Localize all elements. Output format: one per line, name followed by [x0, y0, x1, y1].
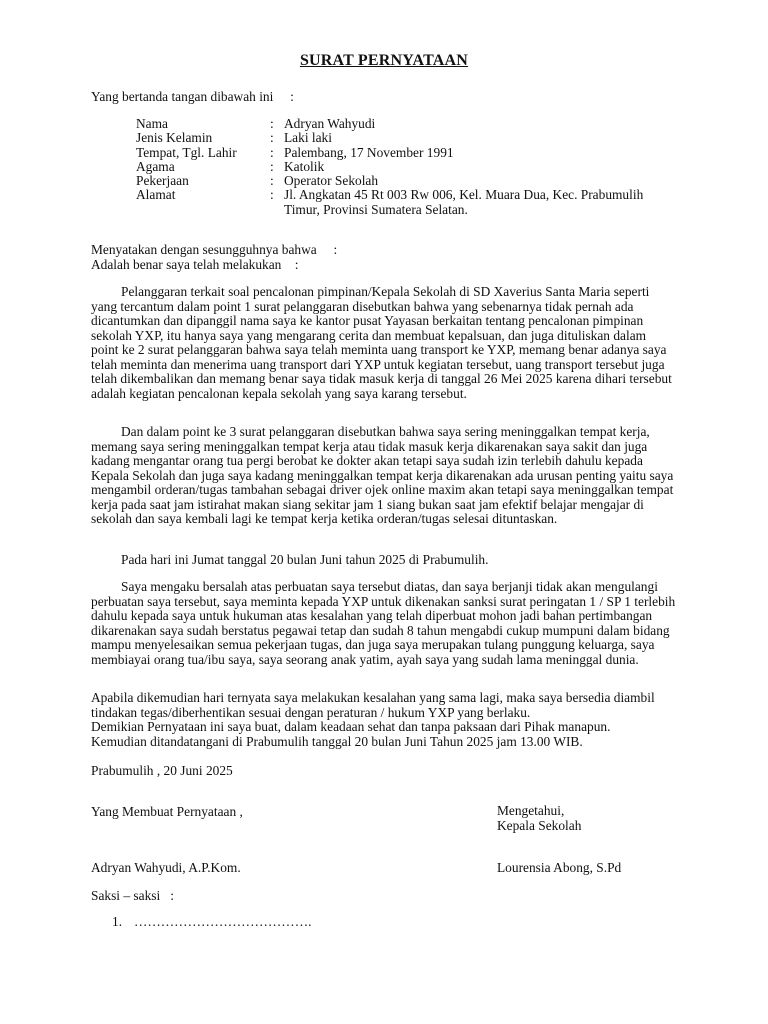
identity-table: [136, 117, 656, 217]
paragraph-text: Pelanggaran terkait soal pencalonan pimpinan/Kepala Sekolah di SD Xaverius Santa Maria seperti yang tercantum dalam point 1 surat pelanggaran disebutkan bahwa yang sebenarnya tidak pernah ada dicantumkan dan dipanggil nama saya ke kantor pusat Yayasan berkaitan tentang pencalonan pimpinan sekolah YXP, itu hanya saya yang mengarang cerita dan membuat kepalsuan, dan juga dituliskan dalam point ke 2 surat pelanggaran bahwa saya telah meminta uang transport ke YXP, memang benar adanya saya telah meminta dan menerima uang transport dari YXP untuk kegiatan tersebut, uang transport tersebut juga telah dikembalikan dan memang benar saya tidak masuk kerja di tanggal 26 Mei 2025 karena dihari tersebut adalah kegiatan pencalonan kepala sekolah yang saya karang tersebut.: [91, 284, 672, 401]
declaration-line: Adalah benar saya telah melakukan :: [91, 256, 299, 272]
intro-line: Yang bertanda tangan dibawah ini :: [91, 89, 294, 104]
identity-row-religion: [136, 160, 656, 174]
identity-colon: :: [270, 144, 274, 160]
identity-colon: :: [270, 158, 274, 174]
identity-value: Operator Sekolah: [284, 173, 379, 189]
approver-name: Lourensia Abong, S.Pd: [497, 860, 622, 875]
identity-value: Adryan Wahyudi: [284, 116, 376, 131]
identity-label: Jenis Kelamin: [136, 130, 213, 146]
identity-label: Agama: [136, 158, 175, 174]
identity-colon: :: [270, 116, 274, 131]
identity-label: Tempat, Tgl. Lahir: [136, 144, 237, 160]
identity-row-name: [136, 117, 656, 131]
paragraph-text: Kemudian ditandatangani di Prabumulih tanggal 20 bulan Juni Tahun 2025 jam 13.00 WIB.: [91, 733, 583, 749]
witness-item: [112, 914, 311, 930]
witness-number: 1.: [112, 914, 123, 929]
paragraph-text: Demikian Pernyataan ini saya buat, dalam keadaan sehat dan tanpa paksaan dari Pihak manapun.: [91, 719, 611, 734]
identity-colon: :: [270, 187, 274, 203]
identity-row-birth: [136, 146, 656, 160]
place-date: Prabumulih , 20 Juni 2025: [91, 763, 233, 778]
identity-row-address: [136, 188, 656, 217]
identity-label: Nama: [136, 116, 168, 131]
declaration-block: [91, 243, 337, 272]
paragraph-text: Apabila dikemudian hari ternyata saya melakukan kesalahan yang sama lagi, maka saya bersedia diambil tindakan tegas/diberhentikan sesuai dengan peraturan / hukum YXP yang berlaku.: [91, 690, 655, 720]
paragraph-text: Dan dalam point ke 3 surat pelanggaran disebutkan bahwa saya sering meninggalkan tempat kerja, memang saya sering meninggalkan tempat kerja atau tidak masuk kerja dikarenakan saya sakit dan juga kadang mengantar orang tua pergi berobat ke dokter akan tetapi saya sudah izin terlebih dahulu kepada Kepala Sekolah dan juga saya kadang meninggalkan tempat kerja dikarenakan ada urusan penting yaitu saya mengambil orderan/tugas tambahan sebagai driver ojek online maxim akan tetapi saya meninggalkan tempat kerja pada saat jam istirahat makan siang sekitar jam 1 siang bukan saat jam efektif belajar mengajar di sekolah dan saya kembali lagi ke tempat kerja ketika orderan/tugas selesai dituntaskan.: [91, 424, 674, 526]
identity-value: Laki laki: [284, 130, 332, 146]
witness-heading: Saksi – saksi :: [91, 888, 174, 903]
identity-value: Jl. Angkatan 45 Rt 003 Rw 006, Kel. Muara Dua, Kec. Prabumulih Timur, Provinsi Sumatera Selatan.: [284, 187, 644, 217]
approver-title: Kepala Sekolah: [497, 818, 582, 833]
identity-row-occupation: [136, 174, 656, 188]
identity-label: Alamat: [136, 187, 176, 203]
identity-label: Pekerjaan: [136, 173, 189, 189]
witness-signature-line: ………………………………….: [134, 914, 312, 929]
paragraph-text: Saya mengaku bersalah atas perbuatan saya tersebut diatas, dan saya berjanji tidak akan mengulangi perbuatan saya tersebut, saya meminta kepada YXP untuk dikenakan sanksi surat peringatan 1 / SP 1 terlebih dahulu kepada saya untuk hukuman atas kesalahan yang telah diperbuat mohon jadi bahan pertimbangan dikarenakan saya sudah berstatus pegawai tetap dan sudah 8 tahun mengabdi cukup mumpuni dalam bidang mampu menyelesaikan semua pekerjaan tugas, dan juga saya merupakan tulang punggung keluarga, saya membiayai orang tua/ibu saya, saya seorang anak yatim, ayah saya yang sudah lama meninggal dunia.: [91, 579, 676, 667]
paragraph-1: [91, 285, 676, 401]
identity-value: Katolik: [284, 158, 325, 174]
document-title: SURAT PERNYATAAN: [299, 52, 469, 69]
approver-heading: [497, 803, 581, 833]
declaration-line: Menyatakan dengan sesungguhnya bahwa :: [91, 242, 338, 257]
paragraph-4: [91, 580, 676, 667]
paragraph-text: Pada hari ini Jumat tanggal 20 bulan Juni tahun 2025 di Prabumulih.: [121, 552, 489, 567]
identity-value: Palembang, 17 November 1991: [284, 144, 454, 160]
identity-colon: :: [270, 173, 274, 189]
identity-row-gender: [136, 131, 656, 145]
paragraph-5: [91, 691, 676, 749]
paragraph-2: [91, 425, 676, 527]
signer-name: Adryan Wahyudi, A.P.Kom.: [91, 860, 241, 875]
approver-heading-line: Mengetahui,: [497, 803, 565, 818]
signer-heading: Yang Membuat Pernyataan ,: [91, 804, 243, 819]
paragraph-3: [91, 553, 676, 568]
identity-colon: :: [270, 130, 274, 146]
